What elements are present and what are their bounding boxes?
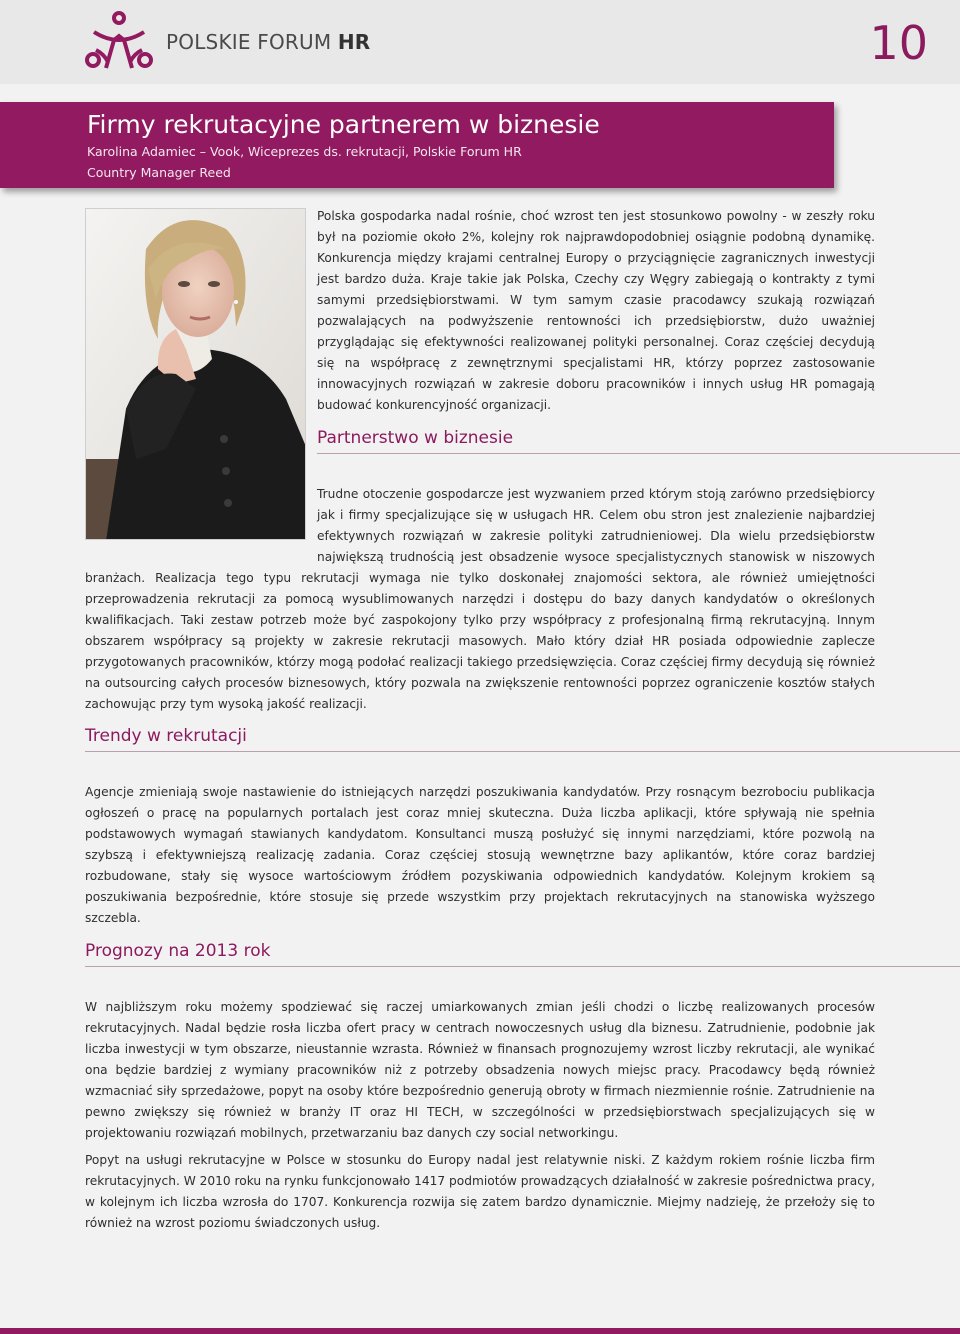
section-rule-trendy (85, 751, 960, 752)
author-photo (85, 208, 306, 540)
article-author: Karolina Adamiec – Vook, Wiceprezes ds. rekrutacji, Polskie Forum HR (87, 144, 522, 159)
section-title-partnerstwo: Partnerstwo w biznesie (317, 428, 514, 448)
logo-wordmark-main: POLSKIE FORUM (166, 30, 338, 54)
partnerstwo-paragraph-a: Trudne otoczenie gospodarcze jest wyzwaniem przed którym stoją zarówno przedsiębiorcy jak i firmy specjalizujące się w usługach HR. Celem obu stron jest znalezienie najbardziej efektywnych rozwiązań w zakresie polityki zatrudnieniowej. Dla wielu przedsiębiorstw największą trudnością jest obsadzenie wysoce specjalistycznych stanowisk w niszowych (317, 487, 875, 564)
logo-wordmark (166, 30, 370, 54)
article-author-role: Country Manager Reed (87, 165, 231, 180)
prognozy-paragraph-1: W najbliższym roku możemy spodziewać się raczej umiarkowanych zmian jeśli chodzi o liczbę realizowanych procesów rekrutacyjnych. Nadal będzie rosła liczba ofert pracy w centrach nowoczesnych usług dla biznesu. Zatrudnienie, podobnie jak liczba inwestycji w tym obszarze, nieustannie wzrasta. Również w finansach prognozujemy wzrost liczby rekrutacji, ale wynikać ona będzie bardziej z wymiany pracowników niż z potrzeby obsadzenia nowych miejsc pracy. Pracodawcy będą również wzmacniać siły sprzedażowe, popyt na osoby które bezpośrednio generują obroty w firmach niezmiennie rośnie. Zatrudnienie na pewno zwiększy się również w branży IT oraz HI TECH, w szczególności w przedsiębiorstwach specjalizujących się w projektowaniu rozwiązań mobilnych, przetwarzaniu baz danych czy social networkingu. (85, 1000, 875, 1140)
intro-paragraph: Polska gospodarka nadal rośnie, choć wzrost ten jest stosunkowo powolny - w zeszły roku był na poziomie około 2%, kolejny rok najprawdopodobniej osiągnie podobną dynamikę. Konkurencja między krajami centralnej Europy o przyciągnięcie zagranicznych inwestycji jest bardzo duża. Kraje takie jak Polska, Czechy czy Węgry zabiegają o kontrakty z tymi samymi przedsiębiorstwami. W tym samym czasie pracodawcy szukają rozwiązań pozwalających na podwyższenie rentowności ich przedsiębiorstw, dużo uważniej przyglądając się efektywności realizowanej polityki personalnej. Coraz częściej decydują się na współpracę z zewnętrznymi specjalistami HR, którzy poprzez zastosowanie innowacyjnych rozwiązań w zakresie doboru pracowników i innych usług HR pomagają budować konkurencyjność organizacji. (317, 209, 875, 412)
trendy-paragraph: Agencje zmieniają swoje nastawienie do istniejących narzędzi poszukiwania kandydatów. Przy rosnącym bezrobociu publikacja ogłoszeń o pracę na popularnych portalach jest coraz mniej skuteczna. Duża liczba aplikacji, które spływają nie spełnia podstawowych wymagań stawianych kandydatom. Konsultanci muszą posłużyć się innymi narzędziami, które pozwolą na szybszą i efektywniejszą realizację zadania. Coraz częściej stosują wewnętrzne bazy aplikantów, które coraz bardziej rozbudowane, stały się wysoce wartościowym źródłem pozyskiwania odpowiednich kandydatów. Kolejnym krokiem są poszukiwania bezpośrednie, które stosuje się przede wszystkim przy projektach rekrutacyjnych na stanowiska wyższego szczebla. (85, 785, 875, 925)
section-title-trendy: Trendy w rekrutacji (85, 726, 247, 746)
bottom-accent-bar (0, 1328, 960, 1334)
page-number: 10 (869, 16, 928, 70)
section-rule-partnerstwo (317, 453, 960, 454)
prognozy-paragraph-2: Popyt na usługi rekrutacyjne w Polsce w stosunku do Europy nadal jest relatywnie niski. Z każdym rokiem rośnie liczba firm rekrutacyjnych. W 2010 roku na rynku funkcjonowało 1417 podmiotów prowadzących działalność w zakresie pośrednictwa pracy, w kolejnym ich liczba wzrosła do 1707. Konkurencja rozwija się zatem bardzo dynamicznie. Miejmy nadzieję, że przełoży się to również na wzrost poziomu świadczonych usług. (85, 1153, 875, 1230)
section-rule-prognozy (85, 966, 960, 967)
section-title-prognozy: Prognozy na 2013 rok (85, 941, 271, 961)
partnerstwo-paragraph-b: branżach. Realizacja tego typu rekrutacji wymaga nie tylko doskonałej znajomości sektora, ale również umiejętności przeprowadzenia rekrutacji za pomocą wysublimowanych narzędzi i dostępu do bazy danych kandydatów o określonych kwalifikacjach. Taki zestaw potrzeb może być zaspokojony tylko przy współpracy z profesjonalną firmą rekrutacyjną. Innym obszarem współpracy są projekty w zakresie rekrutacji masowych. Mało który dział HR posiada odpowiednie zaplecze przygotowanych pracowników, którzy mogą podołać realizacji takiego przedsięwzięcia. Coraz częściej firmy decydują się również na outsourcing całych procesów biznesowych, który pozwala na zwiększenie rentowności poprzez ograniczenie kosztów stałych zachowując przy tym wysoką jakość realizacji. (85, 571, 875, 711)
article-title: Firmy rekrutacyjne partnerem w biznesie (87, 110, 600, 139)
article-banner (0, 102, 834, 188)
logo-wordmark-hr: HR (337, 30, 371, 54)
author-portrait-image (86, 209, 306, 540)
page-header (0, 0, 960, 84)
polskie-forum-hr-logo (84, 10, 154, 72)
